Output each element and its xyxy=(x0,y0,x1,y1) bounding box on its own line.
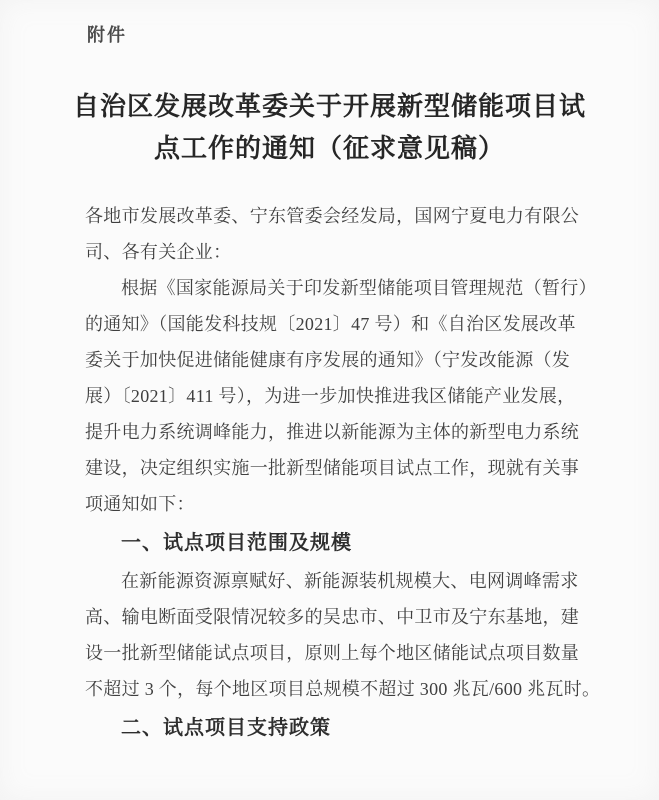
paragraph xyxy=(85,198,580,270)
document-title-line-2: 点工作的通知（征求意见稿） xyxy=(153,134,505,163)
document-title xyxy=(50,86,609,170)
paragraph xyxy=(85,270,597,522)
text-line: 司、各有关企业： xyxy=(85,242,232,262)
text-line: 建设，决定组织实施一批新型储能项目试点工作，现就有关事 xyxy=(85,458,580,478)
text-line: 二、试点项目支持政策 xyxy=(121,717,331,739)
document-title-line-1: 自治区发展改革委关于开展新型储能项目试 xyxy=(72,92,586,121)
text-line: 在新能源资源禀赋好、新能源装机规模大、电网调峰需求 xyxy=(121,571,579,591)
attachment-label: 附件 xyxy=(87,25,127,45)
text-line: 不超过 3 个，每个地区项目总规模不超过 300 兆瓦/600 兆瓦时。 xyxy=(85,679,601,699)
document-body xyxy=(85,198,601,748)
text-line: 提升电力系统调峰能力，推进以新能源为主体的新型电力系统 xyxy=(85,422,580,442)
section-heading xyxy=(85,710,577,746)
text-line: 项通知如下： xyxy=(85,494,195,514)
text-line: 设一批新型储能试点项目，原则上每个地区储能试点项目数量 xyxy=(85,643,580,663)
text-line: 委关于加快促进储能健康有序发展的通知》（宁发改能源（发 xyxy=(85,350,571,370)
section-heading xyxy=(85,525,577,561)
text-line: 根据《国家能源局关于印发新型储能项目管理规范（暂行） xyxy=(121,278,597,298)
text-line: 各地市发展改革委、宁东管委会经发局，国网宁夏电力有限公 xyxy=(85,206,580,226)
text-line: 展）〔2021〕411 号），为进一步加快推进我区储能产业发展， xyxy=(85,386,576,406)
paragraph xyxy=(85,563,601,707)
text-line: 一、试点项目范围及规模 xyxy=(121,532,352,554)
text-line: 高、输电断面受限情况较多的吴忠市、中卫市及宁东基地，建 xyxy=(85,607,580,627)
text-line: 的通知》（国能发科技规〔2021〕47 号）和《自治区发展改革 xyxy=(85,314,576,334)
